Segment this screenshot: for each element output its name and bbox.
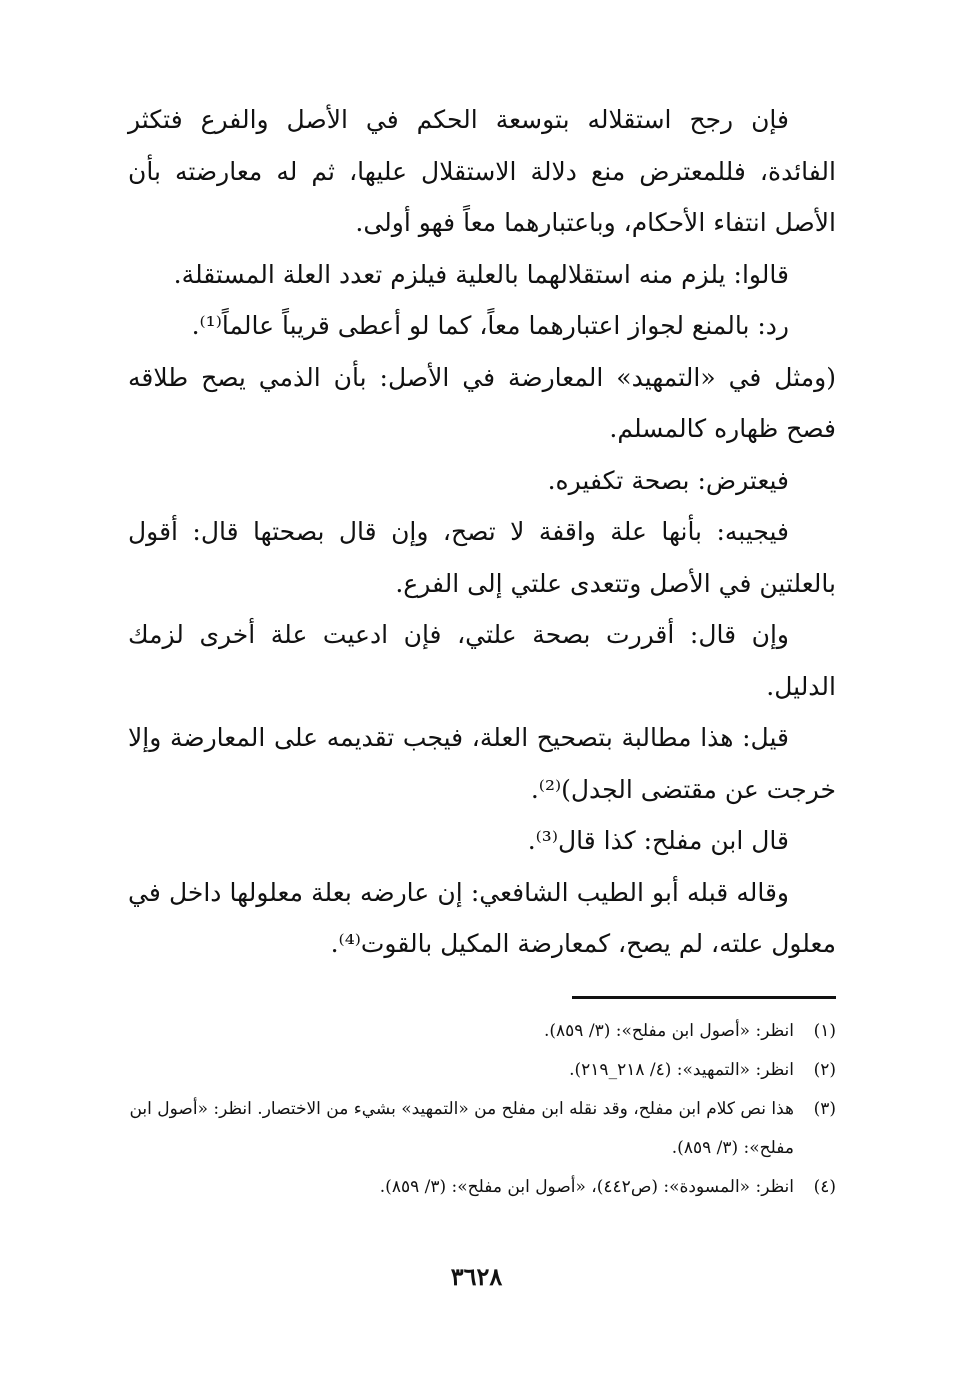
paragraph-5: فيعترض: بصحة تكفيره. [547,465,789,495]
footnote-number: (٤) [813,1177,836,1197]
footnotes [128,1012,836,1207]
page-number: ٣٦٢٨ [450,1262,503,1291]
paragraph-1: فإن رجح استقلاله بتوسعة الحكم في الأصل والفرع فتكثر الفائدة، فللمعترض منع دلالة الاستقلال عليها، ثم له معارضته بأن الأصل انتفاء الأحكام، وباعتبارهما معاً فهو أولى. [128,105,836,237]
footnote-1 [128,1012,836,1051]
paragraph-4: (ومثل في «التمهيد» المعارضة في الأصل: بأن الذمي يصح طلاقه فصح ظهاره كالمسلم. [128,362,836,443]
footnote-3 [128,1090,836,1168]
footnote-text: هذا نص كلام ابن مفلح، وقد نقله ابن مفلح من «التمهيد» بشيء من الاختصار. انظر: «أصول ابن مفلح»: (٣/ ٨٥٩). [129,1099,794,1158]
footnote-number: (٢) [813,1060,836,1080]
paragraph-6: فيجيبه: بأنها علة واقفة لا تصح، وإن قال بصحتها قال: أقول بالعلتين في الأصل وتتعدى علتي إلى الفرع. [128,517,836,598]
footnote-number: (١) [813,1021,836,1041]
paragraph-9: قال ابن مفلح: كذا قال⁽³⁾. [527,826,789,855]
paragraph-7: وإن قال: أقررت بصحة علتي، فإن ادعيت علة أخرى لزمك الدليل. [128,620,836,701]
footnote-text: انظر: «التمهيد»: (٤/ ٢١٨_٢١٩). [569,1060,794,1080]
paragraph-10: وقاله قبله أبو الطيب الشافعي: إن عارضه بعلة معلولها داخل في معلول علته، لم يصح، كمعارضة المكيل بالقوت⁽⁴⁾. [128,877,836,958]
main-text [128,94,836,970]
footnote-4 [128,1168,836,1207]
paragraph-8: قيل: هذا مطالبة بتصحيح العلة، فيجب تقديمه على المعارضة وإلا خرجت عن مقتضى الجدل)⁽²⁾. [128,723,836,804]
paragraph-2: قالوا: يلزم منه استقلالهما بالعلية فيلزم تعدد العلة المستقلة. [173,259,789,289]
footnote-2 [128,1051,836,1090]
footnote-number: (٣) [813,1099,836,1119]
footnote-divider [572,996,836,999]
footnote-text: انظر: «المسودة»: (ص٤٤٢)، «أصول ابن مفلح»: (٣/ ٨٥٩). [379,1177,794,1197]
footnote-text: انظر: «أصول ابن مفلح»: (٣/ ٨٥٩). [543,1021,794,1041]
paragraph-3: رد: بالمنع لجواز اعتبارهما معاً، كما لو أعطى قريباً عالماً⁽¹⁾. [191,311,789,340]
